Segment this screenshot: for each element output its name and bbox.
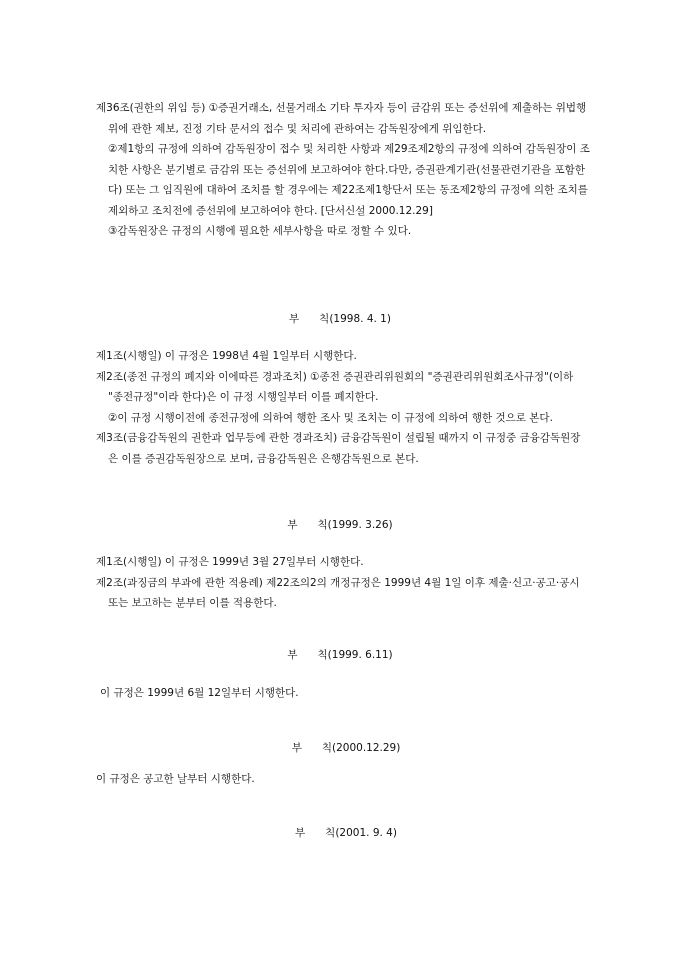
- addendum-heading-1999-03: 부 칙(1999. 3.26): [287, 519, 393, 531]
- addendum-1998-article-2-paragraph-2: ②이 규정 시행이전에 종전규정에 의하여 행한 조사 및 조치는 이 규정에 의하여 행한 것으로 본다.: [108, 411, 553, 424]
- addendum-heading-1999-06: 부 칙(1999. 6.11): [287, 649, 393, 661]
- addendum-1998-article-2: 제2조(종전 규정의 폐지와 이에따른 경과조치) ①종전 증권관리위원회의 "증권관리위원회조사규정"(이하 "종전규정"이라 한다)은 이 규정 시행일부터 이를 폐지한다.: [96, 370, 574, 403]
- addendum-2000-text: 이 규정은 공고한 날부터 시행한다.: [96, 773, 255, 785]
- addendum-body-2000: [96, 769, 588, 790]
- addendum-heading-2001: 부 칙(2001. 9. 4): [295, 827, 397, 839]
- article-36-paragraph-2: ②제1항의 규정에 의하여 감독원장이 접수 및 처리한 사항과 제29조제2항의 규정에 의하여 감독원장이 조치한 사항은 분기별로 금감위 또는 증선위에 보고하여야 한다.다만, 증권관계기관(선물관련기관을 포함한다) 또는 그 임직원에 대하여 조치를 할 경우에는 제22조제1항단서 또는 동조제2항의 규정에 의한 조치를 제외하고 조치전에 증선위에 보고하여야 한다. [단서신설 2000.12.29]: [108, 143, 590, 217]
- addendum-heading-2000: 부 칙(2000.12.29): [291, 742, 401, 754]
- addendum-1999-03-article-2: 제2조(과징금의 부과에 관한 적용례) 제22조의2의 개정규정은 1999년 4월 1일 이후 제출·신고·공고·공시 또는 보고하는 분부터 이를 적용한다.: [96, 576, 580, 609]
- addendum-1998-article-1: 제1조(시행일) 이 규정은 1998년 4월 1일부터 시행한다.: [96, 350, 357, 362]
- addendum-heading-1998: 부 칙(1998. 4. 1): [289, 313, 391, 325]
- addendum-1999-03-article-1: 제1조(시행일) 이 규정은 1999년 3월 27일부터 시행한다.: [96, 556, 364, 568]
- article-36-paragraph-3: ③감독원장은 규정의 시행에 필요한 세부사항을 따로 정할 수 있다.: [108, 225, 412, 237]
- addendum-body-1999-06: [100, 683, 592, 704]
- addendum-body-1998: [96, 346, 588, 469]
- article-36: [96, 98, 596, 242]
- addendum-body-1999-03: [96, 552, 588, 614]
- addendum-1998-article-3: 제3조(금융감독원의 권한과 업무등에 관한 경과조치) 금융감독원이 설립될 때까지 이 규정중 금융감독원장은 이를 증권감독원장으로 보며, 금융감독원은 은행감독원으로 본다.: [96, 432, 581, 465]
- article-36-paragraph-1: 제36조(권한의 위임 등) ①증권거래소, 선물거래소 기타 투자자 등이 금감위 또는 증선위에 제출하는 위법행위에 관한 제보, 진정 기타 문서의 접수 및 처리에 관하여는 감독원장에게 위임한다.: [96, 102, 587, 135]
- addendum-1999-06-text: 이 규정은 1999년 6월 12일부터 시행한다.: [100, 687, 299, 699]
